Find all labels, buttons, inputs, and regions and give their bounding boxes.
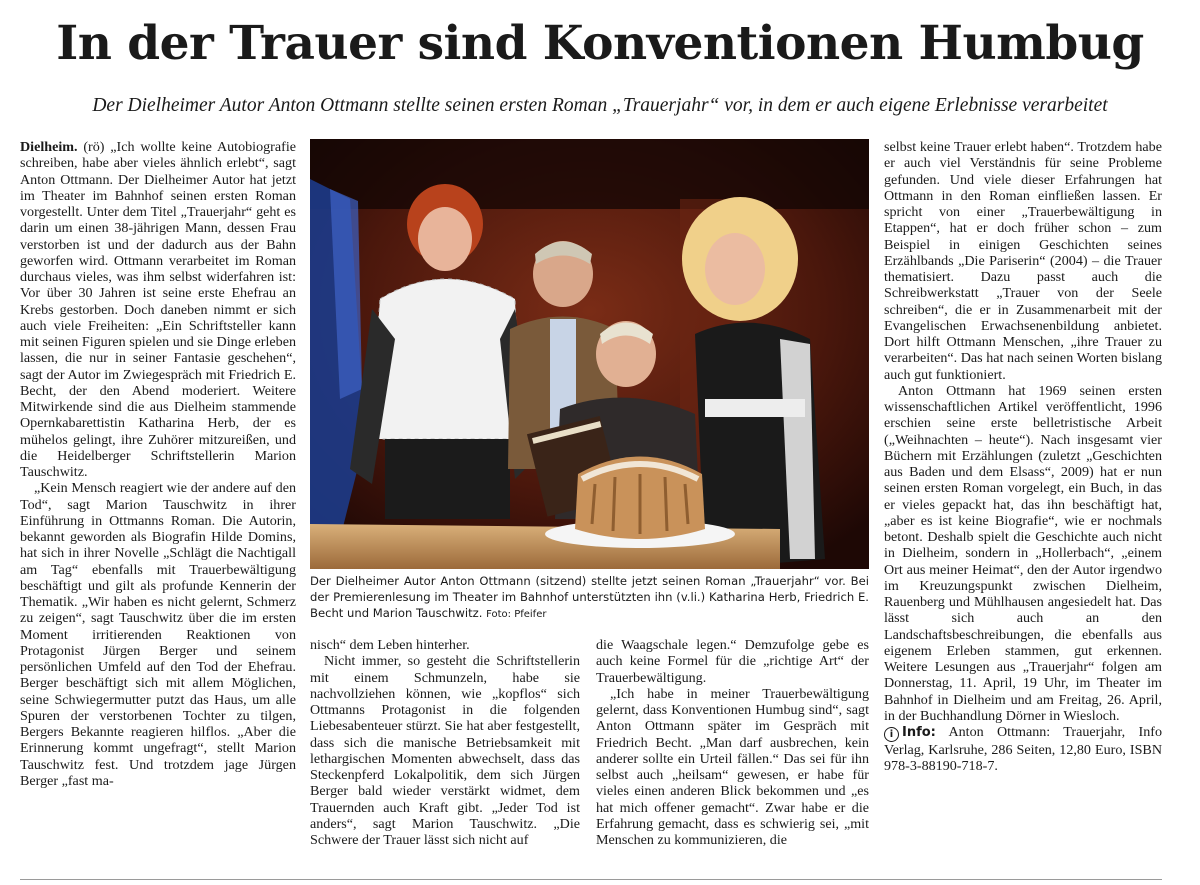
- stage-photo-illustration: [310, 139, 869, 569]
- paragraph: nisch“ dem Leben hinterher.: [310, 637, 470, 653]
- article-column-4: [884, 139, 1162, 874]
- dateline: Dielheim.: [20, 139, 78, 155]
- paragraph: die Waagschale legen.“ Demzufolge gebe es auch keine Formel für die „richtige Art“ der Trauerbewältigung.: [596, 637, 869, 686]
- info-label: Info:: [902, 725, 936, 740]
- article-column-2: [310, 637, 580, 877]
- paragraph: Nicht immer, so gesteht die Schriftstellerin mit einem Schmunzeln, habe sie nachvollziehen können, wie „kopflos“ sich Ottmanns Protagonist in die folgenden Liebesabenteuer stürzt. Sie hat aber festgestellt, dass sich die manische Betriebsamkeit mit lethargischen Momenten abwechselt, dass das Steckenpferd Lokalpolitik, dem sich Jürgen Berger bald wieder verstärkt widmet, dem Trauernden auch Kraft gibt. „Jeder Tod ist anders“, sagt Marion Tauschwitz. „Die Schwere der Trauer lässt sich nicht auf: [310, 653, 580, 848]
- article-column-1: [20, 139, 296, 874]
- caption-text: Der Dielheimer Autor Anton Ottmann (sitzend) stellte jetzt seinen Roman „Trauerjahr“ vor. Bei der Premierenlesung im Theater im Bahnhof unterstützten ihn (v.li.) Katharina Herb, Friedrich E. Becht und Marion Tauschwitz.: [310, 574, 869, 620]
- bottom-rule: [20, 879, 1162, 880]
- article-photo: [310, 139, 869, 569]
- paragraph: „Ich habe in meiner Trauerbewältigung gelernt, dass Konventionen Humbug sind“, sagt Anton Ottmann später im Gespräch mit Friedrich Becht. „Man darf ausbrechen, kein anderer sollte ein Urteil fällen.“ Das sei für ihn selbst auch „heilsam“ gewesen, er habe für vieles einen anderen Blick bekommen und „es hat mich offener gemacht“. Zwar habe er die Erfahrung gemacht, dass es schwierig sei, „mit Menschen zu kommunizieren, die: [596, 685, 869, 848]
- paragraph-text: (rö) „Ich wollte keine Autobiografie schreiben, habe aber vieles ähnlich erlebt“, sagt Anton Ottmann. Der Dielheimer Autor hat jetzt im Theater im Bahnhof seinen ersten Roman vorgestellt. Unter dem Titel „Trauerjahr“ geht es darin um einen 38-jährigen Mann, dessen Frau verstorben ist und der dadurch aus der Bahn geworfen wird. Ottmann verarbeitet im Roman durchaus vieles, was ihm selbst widerfahren ist: Vor über 30 Jahren ist seine erste Ehefrau an Krebs gestorben. Doch daneben nimmt er sich auch viele Freiheiten: „Ein Schriftsteller kann mit seinen Figuren spielen und sie Dinge erleben lassen, die nur in seiner Fantasie geschehen“, sagt der Autor im Zwiegespräch mit Friedrich E. Becht, der den Abend moderiert. Weitere Mitwirkende sind die aus Dielheim stammende Opernkabarettistin Katharina Herb, der es mühelos gelingt, ihre Zuhörer mitzureißen, und die Heidelberger Schriftstellerin Marion Tauschwitz.: [20, 139, 296, 480]
- paragraph: „Kein Mensch reagiert wie der andere auf den Tod“, sagt Marion Tauschwitz in ihrer Einführung in Ottmanns Roman. Die Autorin, bekannt geworden als Biografin Hilde Domins, hat sich in ihrer Novelle „Schlägt die Nachtigall am Tag“ ebenfalls mit Trauerbewältigung beschäftigt und gilt als profunde Kennerin der Thematik. „Wir haben es nicht gelernt, Schmerz zu zeigen“, sagt Tauschwitz über die im ersten Moment irritierenden Reaktionen von Protagonist Jürgen Berger und seinem persönlichen Umfeld auf den Tod der Ehefrau. Berger beschäftigt sich mit allem Möglichen, seine Schwiegermutter putzt das Haus, um alle Spuren der verstorbenen Tochter zu tilgen, Bergers Bekannte reagieren hilflos. „Aber die Erinnerung kommt ungefragt“, stellt Marion Tauschwitz fest. Und trotzdem jage Jürgen Berger „fast ma-: [20, 480, 296, 789]
- paragraph: [20, 139, 296, 480]
- subheadline: Der Dielheimer Autor Anton Ottmann stellte seinen ersten Roman „Trauerjahr“ vor, in dem er auch eigene Erlebnisse verarbeitet: [92, 95, 1108, 116]
- paragraph: selbst keine Trauer erlebt haben“. Trotzdem habe er auch viel Verständnis für seine Probleme gefunden. Und viele dieser Erfahrungen hat Ottmann in den Roman einfließen lassen. Er spricht von einer „Trauerbewältigung in Etappen“, hat er doch früher schon – zum Beispiel in einigen Geschichten seines Erzählbands „Die Pariserin“ (2004) – die Trauer thematisiert. Dazu passt auch die Schreibwerkstatt „Trauer von der Seele schreiben“, die er in Zusammenarbeit mit der Evangelischen Erwachsenenbildung anbietet. Dort hilft Ottmann Menschen, „ihre Trauer zu verarbeiten“. Das hat nach seinen Worten bislang auch gut funktioniert.: [884, 139, 1162, 383]
- photo-caption: [310, 573, 869, 623]
- info-icon: i: [884, 727, 899, 742]
- info-text: Anton Ottmann: Trauerjahr, Info Verlag, Karlsruhe, 286 Seiten, 12,80 Euro, ISBN 978-3-88190-718-7.: [884, 724, 1162, 775]
- headline: In der Trauer sind Konventionen Humbug: [56, 16, 1144, 71]
- article-column-3: [596, 637, 869, 877]
- paragraph: Anton Ottmann hat 1969 seinen ersten wissenschaftlichen Artikel veröffentlicht, 1996 erschien seine erste belletristische Arbeit („Weihnachten – heute“). Nach insgesamt vier Büchern mit Erzählungen (zuletzt „Geschichten aus Baden und dem Elsass“, 2009) hat er nun seinen ersten Roman vorgelegt, ein Buch, in das er vieles gepackt hat, das ihn beschäftigt hat, „aber es ist keine Biografie“, wie er nochmals betont. Deshalb spielt die Geschichte auch nicht in Dielheim, sondern in „Hollerbach“, „einem Ort aus meiner Heimat“, den der Autor irgendwo im Kreuzungspunkt zwischen Dielheim, Rauenberg und Mühlhausen angesiedelt hat. Das lässt sich auch an den Landschaftsbeschreibungen, die ebenfalls aus eigenem Erleben stammen, gut erkennen. Weitere Lesungen aus „Trauerjahr“ folgen am Donnerstag, 11. April, 19 Uhr, im Theater im Bahnhof in Dielheim und am Freitag, 26. April, in der Buchhandlung Dörner in Wiesloch.: [884, 382, 1162, 724]
- photo-credit: Foto: Pfeifer: [486, 609, 547, 620]
- info-box: [884, 724, 1162, 775]
